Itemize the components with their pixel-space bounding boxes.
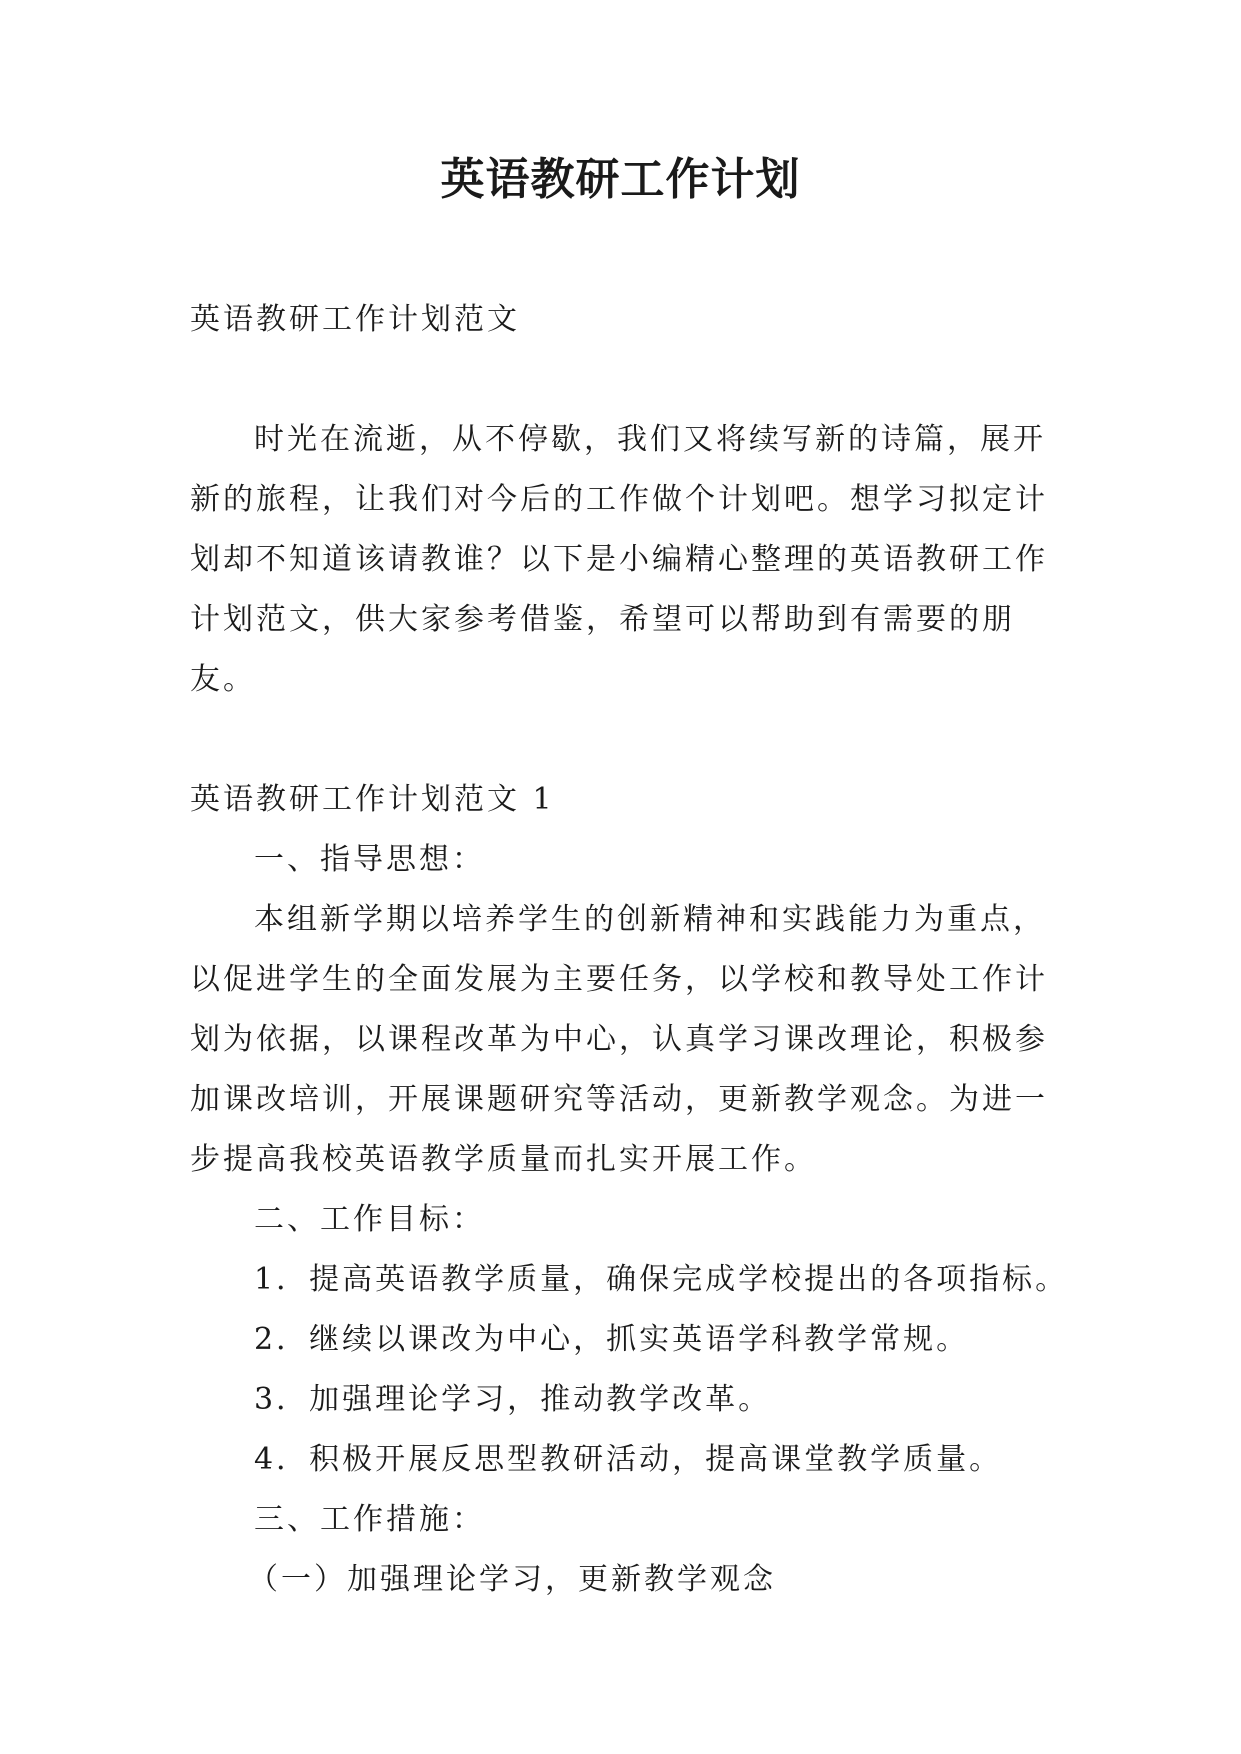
goal-item: 1．提高英语教学质量，确保完成学校提出的各项指标。 <box>254 1262 1069 1297</box>
measures-heading: 三、工作措施： <box>254 1502 485 1537</box>
section-heading: 英语教研工作计划范文 1 <box>190 782 555 817</box>
goal-item: 4．积极开展反思型教研活动，提高课堂教学质量。 <box>254 1442 1003 1477</box>
goal-item: 3．加强理论学习，推动教学改革。 <box>254 1382 772 1417</box>
document-body <box>190 290 1070 1610</box>
guiding-heading: 一、指导思想： <box>254 842 485 877</box>
guiding-paragraph: 本组新学期以培养学生的创新精神和实践能力为重点，以促进学生的全面发展为主要任务，以学校和教导处工作计划为依据，以课程改革为中心，认真学习课改理论，积极参加课改培训，开展课题研究等活动，更新教学观念。为进一步提高我校英语教学质量而扎实开展工作。 <box>190 902 1048 1177</box>
goal-item: 2．继续以课改为中心，抓实英语学科教学常规。 <box>254 1322 970 1357</box>
document-subtitle: 英语教研工作计划范文 <box>190 302 520 337</box>
document-title: 英语教研工作计划 <box>440 154 801 205</box>
measure-item: （一）加强理论学习，更新教学观念 <box>248 1562 776 1597</box>
goals-heading: 二、工作目标： <box>254 1202 485 1237</box>
intro-paragraph: 时光在流逝，从不停歇，我们又将续写新的诗篇，展开新的旅程，让我们对今后的工作做个计划吧。想学习拟定计划却不知道该请教谁？以下是小编精心整理的英语教研工作计划范文，供大家参考借鉴，希望可以帮助到有需要的朋友。 <box>190 422 1048 697</box>
